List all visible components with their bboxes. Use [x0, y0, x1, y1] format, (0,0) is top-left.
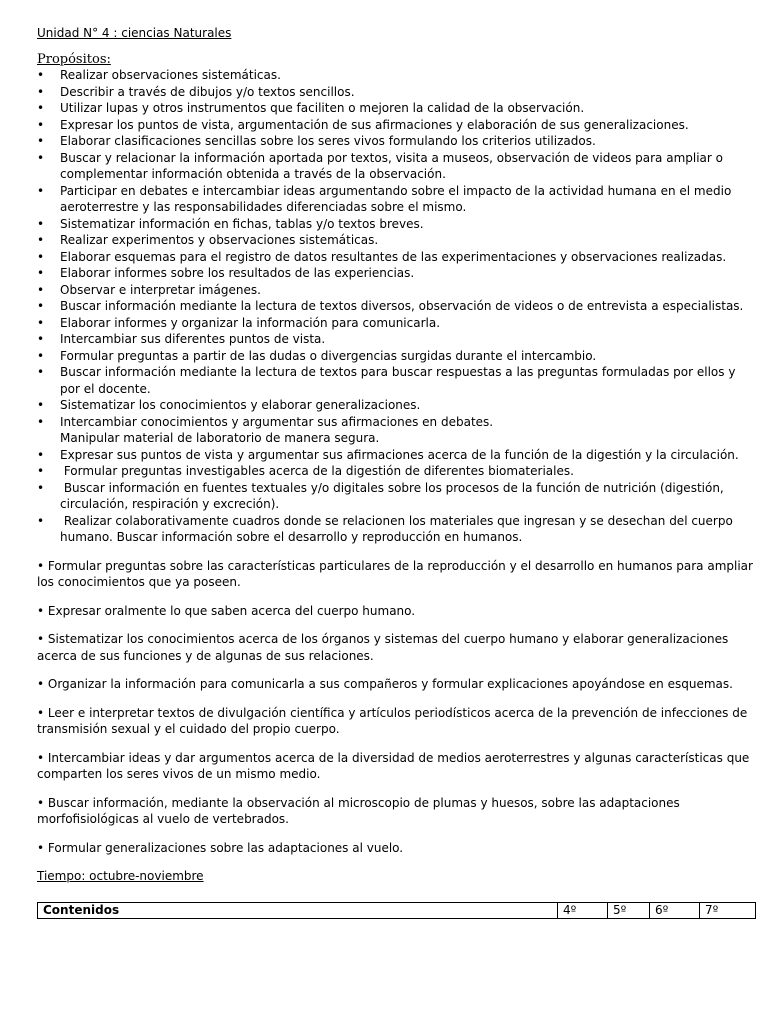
unit-title: Unidad N° 4 : ciencias Naturales [37, 26, 232, 40]
bullet-icon: • [37, 398, 45, 412]
bullet-icon: • [37, 315, 45, 330]
bullet-icon: • [37, 464, 45, 478]
purpose-text: Realizar observaciones sistemáticas. [60, 68, 281, 82]
table-header-row [38, 903, 756, 919]
purpose-text: Formular preguntas a partir de las dudas o divergencias surgidas durante el intercambio. [60, 348, 597, 363]
purpose-text: Elaborar esquemas para el registro de datos resultantes de las experimentaciones y observaciones realizadas. [60, 249, 727, 264]
bullet-icon: • [37, 480, 45, 495]
purpose-text: Expresar los puntos de vista, argumentación de sus afirmaciones y elaboración de sus generalizaciones. [60, 117, 689, 132]
purpose-text: Buscar información mediante la lectura de textos para buscar respuestas a las preguntas formuladas por ellos y por el docente. [60, 365, 740, 396]
purpose-item [37, 216, 757, 233]
bullet-icon: • [37, 282, 45, 297]
bullet-icon: • [37, 216, 45, 231]
purpose-text: Elaborar informes sobre los resultados de las experiencias. [60, 266, 415, 280]
purpose-item [37, 315, 757, 332]
purpose-item [37, 183, 757, 216]
bullet-icon: • [37, 266, 45, 280]
purpose-item [37, 249, 757, 266]
purpose-paragraph: • Buscar información, mediante la observación al microscopio de plumas y huesos, sobre las adaptaciones morfofisiológicas al vuelo de vertebrados. [37, 795, 680, 826]
purpose-item [37, 232, 757, 249]
bullet-icon: • [37, 414, 45, 429]
bullet-icon: • [37, 233, 45, 247]
purpose-text: Buscar información mediante la lectura de textos diversos, observación de videos o de entrevista a especialistas. [60, 299, 744, 313]
purpose-text: Formular preguntas investigables acerca de la digestión de diferentes biomateriales. [60, 464, 574, 478]
bullet-icon: • [37, 249, 45, 264]
purpose-text: Observar e interpretar imágenes. [60, 282, 261, 297]
purpose-text: Elaborar clasificaciones sencillas sobre los seres vivos formulando los criterios utilizados. [60, 134, 596, 148]
purpose-item [37, 447, 757, 464]
purpose-item [37, 331, 757, 348]
purpose-text: Buscar información en fuentes textuales y/o digitales sobre los procesos de la función de nutrición (digestión, circulación, respiración y excreción). [60, 480, 728, 511]
purpose-paragraph: • Formular generalizaciones sobre las adaptaciones al vuelo. [37, 840, 404, 855]
grade-cell-7: 7º [700, 903, 756, 919]
bullet-icon: • [37, 332, 45, 346]
purpose-text: Elaborar informes y organizar la información para comunicarla. [60, 315, 441, 330]
purpose-item [37, 348, 757, 365]
purpose-text: Realizar experimentos y observaciones sistemáticas. [60, 233, 379, 247]
bullet-icon: • [37, 183, 45, 198]
purpose-item [37, 282, 757, 299]
purpose-item [37, 67, 757, 84]
purpose-paragraph: • Organizar la información para comunicarla a sus compañeros y formular explicaciones apoyándose en esquemas. [37, 677, 733, 691]
purpose-item [37, 117, 757, 134]
purpose-paragraph: • Expresar oralmente lo que saben acerca del cuerpo humano. [37, 603, 416, 618]
purpose-paragraph: • Intercambiar ideas y dar argumentos acerca de la diversidad de medios aeroterrestres y algunas características que comparten los seres vivos de un mismo medio. [37, 750, 750, 781]
purpose-item [37, 100, 757, 117]
purposes-heading: Propósitos: [37, 52, 111, 67]
purpose-text: Buscar y relacionar la información aportada por textos, visita a museos, observación de videos para ampliar o complementar información obtenida a través de la observación. [60, 150, 727, 181]
paragraphs-section [37, 546, 757, 869]
bullet-icon: • [37, 348, 45, 363]
purpose-text: Participar en debates e intercambiar ideas argumentando sobre el impacto de la actividad humana en el medio aeroterrestre y las responsabilidades diferenciadas sobre el mismo. [60, 183, 736, 214]
document-page [37, 26, 757, 884]
purposes-list [37, 67, 757, 546]
time-label: Tiempo: octubre-noviembre [37, 869, 204, 883]
purpose-item [37, 480, 757, 513]
bullet-icon: • [37, 68, 45, 82]
bullet-icon: • [37, 84, 45, 99]
bullet-icon: • [37, 150, 45, 165]
bullet-icon: • [37, 117, 45, 132]
contents-header-cell: Contenidos [38, 903, 558, 919]
purpose-item [37, 298, 757, 315]
purpose-paragraph: • Sistematizar los conocimientos acerca de los órganos y sistemas del cuerpo humano y elaborar generalizaciones acerca de sus funciones y de algunas de sus relaciones. [37, 632, 729, 663]
purpose-text: Realizar colaborativamente cuadros donde se relacionen los materiales que ingresan y se desechan del cuerpo humano. Buscar información sobre el desarrollo y reproducción en humanos. [60, 513, 737, 544]
bullet-icon: • [37, 101, 45, 115]
contents-table [37, 902, 756, 919]
bullet-icon: • [37, 134, 45, 148]
purpose-item [37, 414, 757, 447]
purpose-paragraph: • Leer e interpretar textos de divulgación científica y artículos periodísticos acerca de la prevención de infecciones de transmisión sexual y el cuidado del propio cuerpo. [37, 705, 748, 736]
grade-cell-4: 4º [558, 903, 608, 919]
purpose-item [37, 265, 757, 282]
purpose-item [37, 397, 757, 414]
bullet-icon: • [37, 447, 45, 462]
purpose-text: Intercambiar conocimientos y argumentar sus afirmaciones en debates. Manipular material de laboratorio de manera segura. [60, 414, 494, 445]
grade-cell-5: 5º [608, 903, 650, 919]
purpose-item [37, 84, 757, 101]
purpose-item [37, 513, 757, 546]
purpose-item [37, 364, 757, 397]
purpose-item [37, 133, 757, 150]
purpose-paragraph: • Formular preguntas sobre las características particulares de la reproducción y el desarrollo en humanos para ampliar los conocimientos que ya poseen. [37, 558, 753, 589]
purpose-text: Describir a través de dibujos y/o textos sencillos. [60, 84, 355, 99]
purpose-text: Utilizar lupas y otros instrumentos que faciliten o mejoren la calidad de la observación. [60, 101, 585, 115]
purpose-text: Expresar sus puntos de vista y argumentar sus afirmaciones acerca de la función de la digestión y la circulación. [60, 447, 739, 462]
bullet-icon: • [37, 299, 45, 313]
grade-cell-6: 6º [650, 903, 700, 919]
bullet-icon: • [37, 513, 45, 528]
purpose-item [37, 150, 757, 183]
purpose-text: Intercambiar sus diferentes puntos de vista. [60, 332, 326, 346]
purpose-item [37, 463, 757, 480]
bullet-icon: • [37, 365, 45, 379]
purpose-text: Sistematizar información en fichas, tablas y/o textos breves. [60, 216, 424, 231]
purpose-text: Sistematizar los conocimientos y elaborar generalizaciones. [60, 398, 421, 412]
